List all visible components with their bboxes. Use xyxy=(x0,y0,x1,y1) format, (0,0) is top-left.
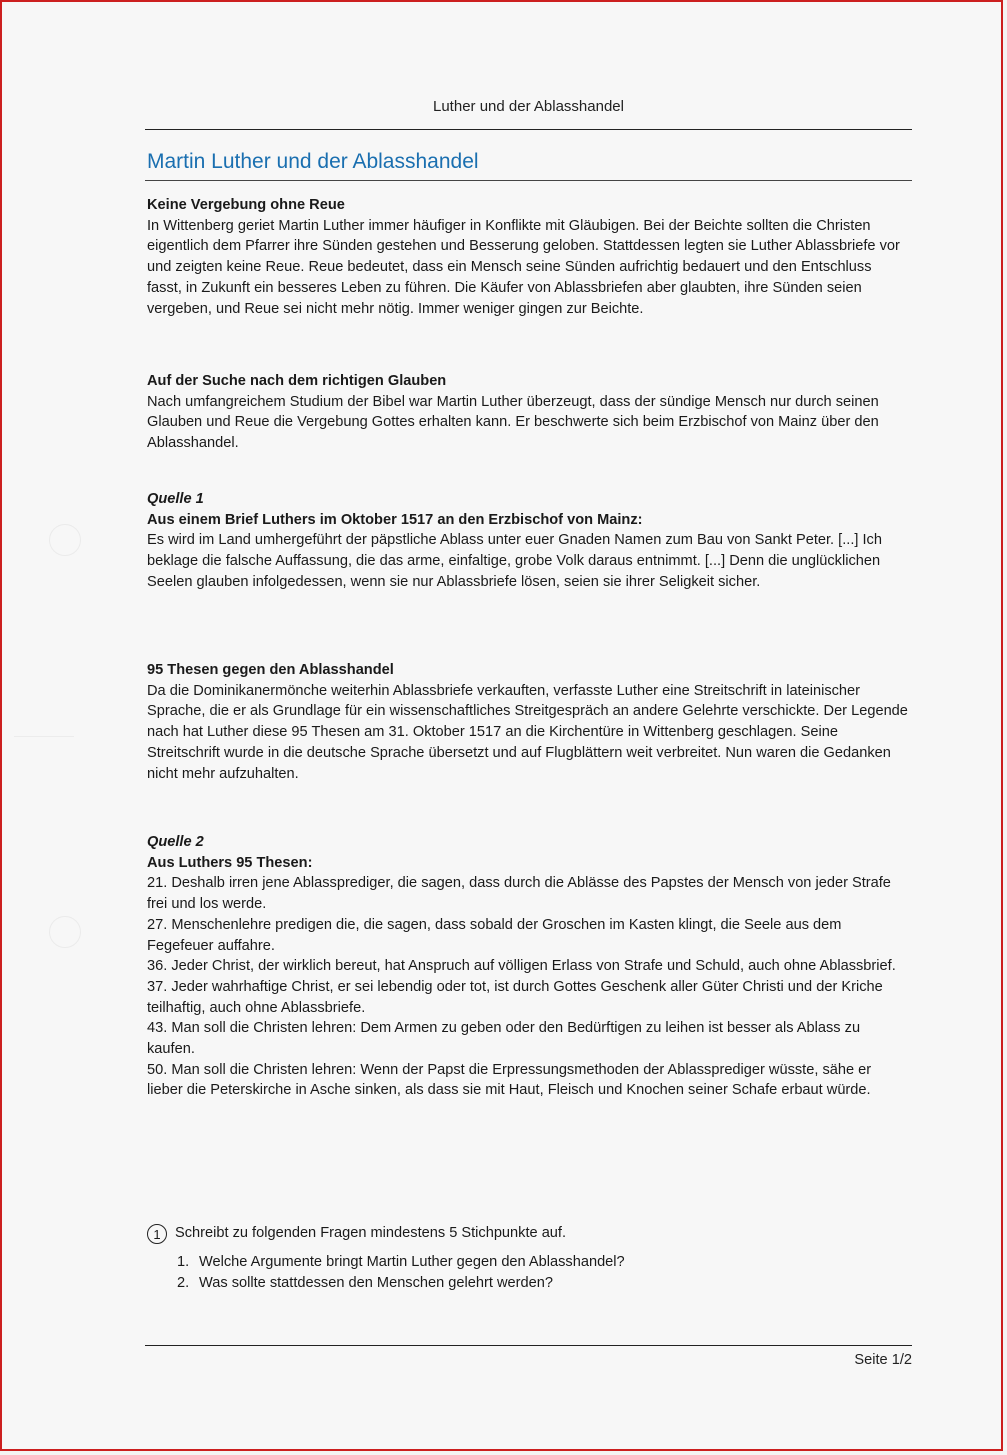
thesis-item: 27. Menschenlehre predigen die, die sagen, dass sobald der Groschen im Kasten klingt, die Seele aus dem Fegefeuer auffahre. xyxy=(147,916,842,954)
question-number: 1. xyxy=(177,1254,190,1271)
thesis-item: 43. Man soll die Christen lehren: Dem Armen zu geben oder den Bedürftigen zu leihen ist besser als Ablass zu kaufen. xyxy=(147,1020,861,1058)
section-text: Nach umfangreichem Studium der Bibel war Martin Luther überzeugt, dass der sündige Mensch nur durch seinen Glauben und Reue die Vergebung Gottes erhalten kann. Er beschwerte sich beim Erzbischof von Mainz über den Ablasshandel. xyxy=(147,393,879,452)
question-text: Welche Argumente bringt Martin Luther gegen den Ablasshandel? xyxy=(199,1254,625,1271)
title-divider xyxy=(145,180,912,181)
question-item xyxy=(177,1252,909,1273)
source-text: Es wird im Land umhergeführt der päpstliche Ablass unter euer Gnaden Namen zum Bau von Sankt Peter. [...] Ich beklage die falsche Auffassung, die das arme, einfaltige, grobe Volk daraus entnimmt. [...] Denn die unglücklichen Seelen glauben infolgedessen, wenn sie nur Ablassbriefe lösen, seien sie ihrer Seligkeit sicher. xyxy=(147,532,882,590)
question-list xyxy=(177,1252,909,1294)
punch-hole-mark xyxy=(49,916,81,948)
section-heading: Auf der Suche nach dem richtigen Glauben xyxy=(147,373,447,389)
page-number: Seite 1/2 xyxy=(854,1352,912,1368)
thesis-item: 50. Man soll die Christen lehren: Wenn der Papst die Erpressungsmethoden der Ablassprediger wüsste, sähe er lieber die Peterskirche in Asche sinken, als dass sie mit Haut, Fleisch und Knochen seiner Schafe erbaut würde. xyxy=(147,1061,872,1099)
header-divider xyxy=(145,129,912,130)
source-heading: Aus einem Brief Luthers im Oktober 1517 an den Erzbischof von Mainz: xyxy=(147,511,643,528)
running-header: Luther und der Ablasshandel xyxy=(433,98,624,115)
question-number: 2. xyxy=(177,1275,190,1292)
task-number-badge: 1 xyxy=(147,1224,167,1244)
section-text: In Wittenberg geriet Martin Luther immer häufiger in Konflikte mit Gläubigen. Bei der Beichte sollten die Christen eigentlich dem Pfarrer ihre Sünden gestehen und Besserung geloben. Stattdessen legten sie Luther Ablassbriefe vor und zeigten keine Reue. Reue bedeutet, dass ein Mensch seine Sünden aufrichtig bedauert und den Entschluss fasst, in Zukunft ein besseres Leben zu führen. Die Käufer von Ablassbriefen aber glaubten, ihre Sünden seien vergeben, und Reue sei nicht mehr nötig. Immer weniger gingen zur Beichte. xyxy=(147,217,900,317)
thesis-item: 21. Deshalb irren jene Ablassprediger, die sagen, dass durch die Ablässe des Papstes der Mensch von jeder Strafe frei und los werde. xyxy=(147,875,891,913)
source-label: Quelle 2 xyxy=(147,834,204,850)
punch-hole-mark xyxy=(49,524,81,556)
section-keine-vergebung xyxy=(147,195,909,319)
task-instruction-row xyxy=(147,1223,909,1244)
section-95-thesen xyxy=(147,660,909,784)
section-heading: 95 Thesen gegen den Ablasshandel xyxy=(147,662,394,678)
thesis-item: 36. Jeder Christ, der wirklich bereut, hat Anspruch auf völligen Erlass von Strafe und Schuld, auch ohne Ablassbrief. xyxy=(147,958,896,975)
question-item xyxy=(177,1273,909,1294)
source-label: Quelle 1 xyxy=(147,491,204,507)
page-title: Martin Luther und der Ablasshandel xyxy=(147,150,479,173)
section-text: Da die Dominikanermönche weiterhin Ablassbriefe verkauften, verfasste Luther eine Streitschrift in lateinischer Sprache, die er als Grundlage für ein wissenschaftliches Streitgespräch an andere Gelehrte verschickte. Der Legende nach hat Luther diese 95 Thesen am 31. Oktober 1517 an die Kirchentüre in Wittenberg geschlagen. Seine Streitschrift wurde in die deutsche Sprache übersetzt und auf Flugblättern weit verbreitet. Nun waren die Gedanken nicht mehr aufzuhalten. xyxy=(147,682,908,782)
source-heading: Aus Luthers 95 Thesen: xyxy=(147,854,313,871)
source-2 xyxy=(147,832,909,1101)
footer-divider xyxy=(145,1345,912,1346)
thesis-item: 37. Jeder wahrhaftige Christ, er sei lebendig oder tot, ist durch Gottes Geschenk aller Güter Christi und der Kriche teilhaftig, auch ohne Ablassbriefe. xyxy=(147,978,883,1016)
fold-mark xyxy=(14,736,74,737)
task-instruction: Schreibt zu folgenden Fragen mindestens 5 Stichpunkte auf. xyxy=(175,1225,567,1241)
source-1 xyxy=(147,489,909,593)
section-richtiger-glaube xyxy=(147,371,909,454)
question-text: Was sollte stattdessen den Menschen gelehrt werden? xyxy=(199,1275,553,1292)
task-block xyxy=(147,1223,909,1294)
section-heading: Keine Vergebung ohne Reue xyxy=(147,197,345,213)
